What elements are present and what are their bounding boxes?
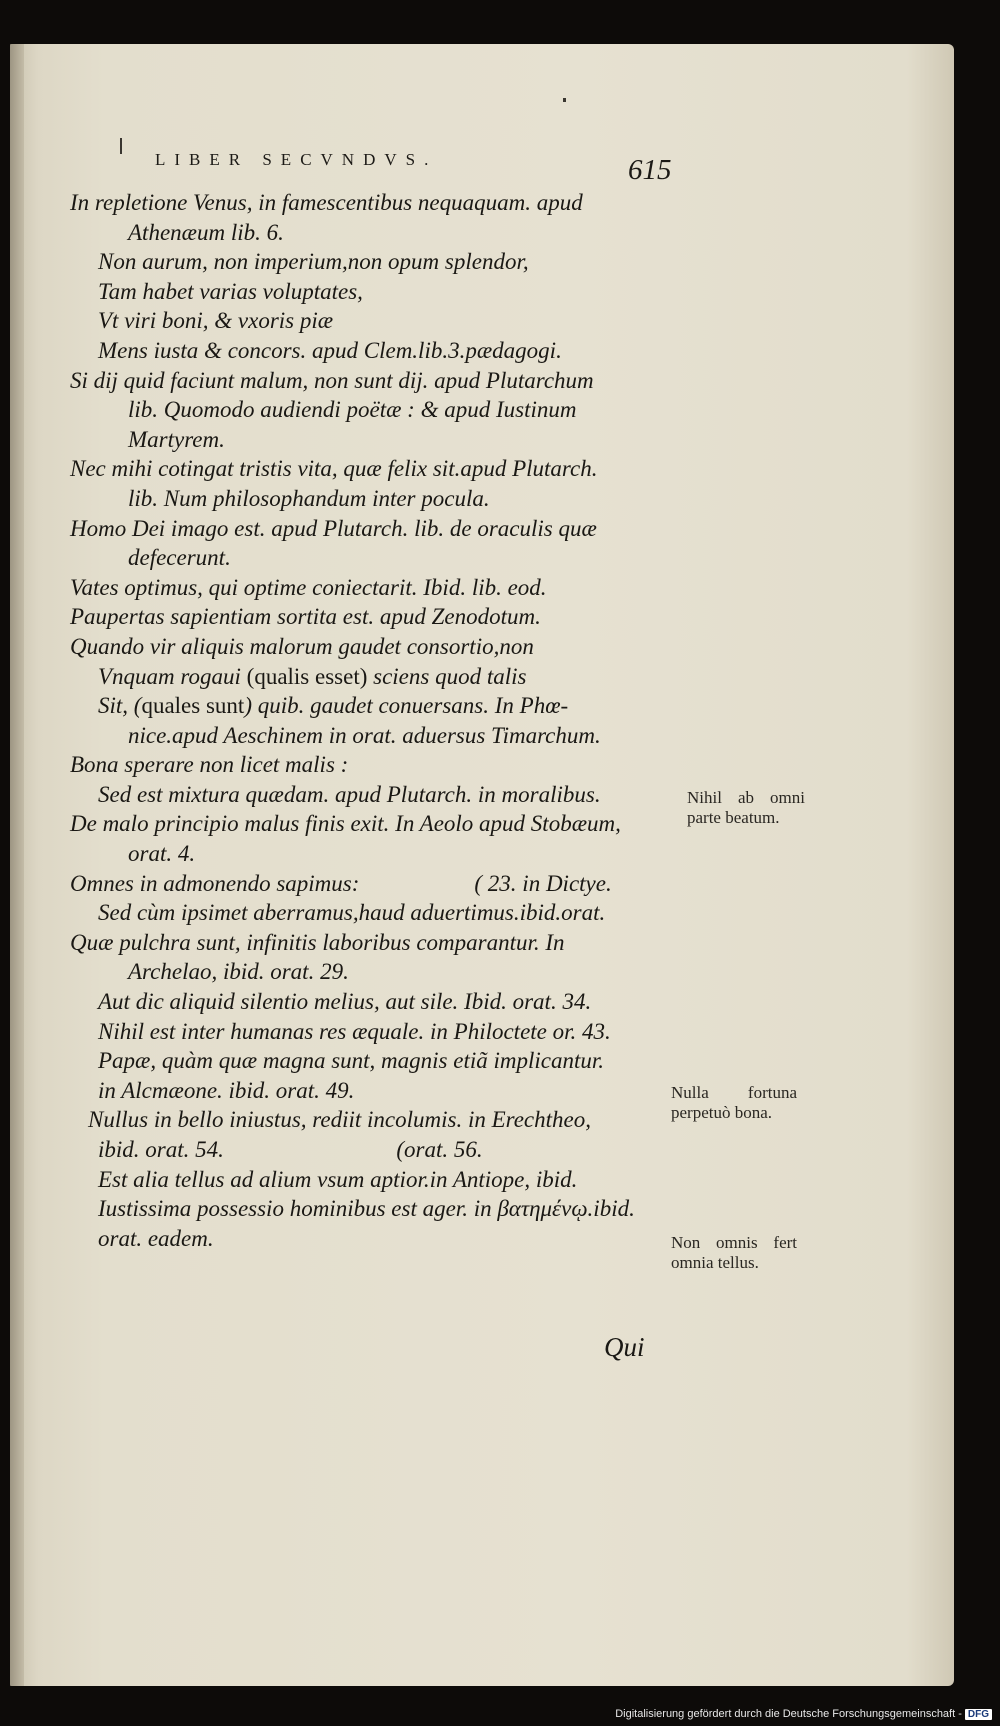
catchword: Qui: [604, 1332, 645, 1362]
roman-segment: quales sunt: [141, 693, 245, 719]
text-line: De malo principio malus finis exit. In Aeolo apud Stobæum,: [70, 811, 621, 837]
text-line: Est alia tellus ad alium vsum aptior.in Antiope, ibid.: [98, 1166, 578, 1192]
text-line: Bona sperare non licet malis :: [70, 752, 349, 778]
side-note-beatum: Nihil ab omni parte beatum.: [687, 788, 805, 827]
text-line: [70, 662, 670, 692]
digitization-credit: [615, 1708, 992, 1720]
text-line: Vates optimus, qui optime coniectarit. Ibid. lib. eod.: [70, 574, 547, 600]
text-line: Homo Dei imago est. apud Plutarch. lib. de oraculis quæ: [70, 515, 597, 541]
italic-segment: Vnquam rogaui: [98, 663, 247, 689]
text-line: In repletione Venus, in famescentibus nequaquam. apud: [70, 190, 583, 215]
italic-segment: ) quib. gaudet conuersans. In Phœ-: [244, 693, 569, 719]
text-line: [70, 691, 670, 721]
text-line: ibid. orat. 54. (orat. 56.: [98, 1137, 483, 1162]
side-note-tellus: Non omnis fert omnia tellus.: [671, 1233, 797, 1272]
text-line: nice.apud Aeschinem in orat. aduersus Timarchum.: [128, 722, 601, 748]
text-line: in Alcmæone. ibid. orat. 49.: [98, 1077, 355, 1103]
text-line: Nec mihi cotingat tristis vita, quæ felix sit.apud Plutarch.: [70, 456, 598, 482]
ink-mark: [563, 98, 566, 102]
text-line: Quæ pulchra sunt, infinitis laboribus comparantur. In: [70, 929, 565, 955]
text-line: Mens iusta & concors. apud Clem.lib.3.pædagogi.: [98, 337, 562, 363]
text-line: Si dij quid faciunt malum, non sunt dij. apud Plutarchum: [70, 367, 594, 393]
text-line: lib. Quomodo audiendi poëtæ : & apud Iustinum: [128, 397, 577, 423]
text-line: orat. eadem.: [98, 1225, 214, 1251]
running-head: LIBER SECVNDVS.: [155, 150, 438, 169]
page-gutter-shadow: [10, 44, 24, 1686]
text-line: Nullus in bello iniustus, rediit incolumis. in Erechtheo,: [88, 1107, 591, 1133]
text-line: Aut dic aliquid silentio melius, aut sile. Ibid. orat. 34.: [98, 989, 592, 1015]
text-line: Archelao, ibid. orat. 29.: [128, 959, 349, 985]
text-line: Non aurum, non imperium,non opum splendor,: [98, 249, 529, 275]
ink-mark: [120, 138, 122, 154]
side-note-fortuna: Nulla fortuna perpetuò bona.: [671, 1083, 797, 1122]
text-line: Omnes in admonendo sapimus: ( 23. in Dictye.: [70, 870, 612, 896]
text-line: defecerunt.: [128, 545, 231, 571]
italic-segment: sciens quod talis: [367, 663, 527, 689]
text-line: Paupertas sapientiam sortita est. apud Zenodotum.: [70, 604, 541, 630]
text-line: Sed est mixtura quædam. apud Plutarch. in moralibus.: [98, 781, 601, 807]
text-line: Quando vir aliquis malorum gaudet consortio,non: [70, 633, 534, 659]
text-line: orat. 4.: [128, 841, 196, 867]
text-line: Vt viri boni, & vxoris piæ: [98, 308, 334, 334]
text-line: lib. Num philosophandum inter pocula.: [128, 485, 490, 511]
text-line: Athenæum lib. 6.: [128, 219, 284, 245]
italic-segment: Sit, (: [98, 693, 142, 719]
text-line: Nihil est inter humanas res æquale. in Philoctete or. 43.: [98, 1018, 611, 1044]
credit-text: Digitalisierung gefördert durch die Deutsche Forschungsgemeinschaft -: [615, 1708, 962, 1720]
text-line: Iustissima possessio hominibus est ager. in βατημένῳ.ibid.: [98, 1196, 635, 1222]
roman-segment: (qualis esset): [246, 663, 368, 689]
text-line: Martyrem.: [128, 426, 225, 452]
dfg-logo: DFG: [965, 1709, 992, 1720]
page-number: 615: [628, 154, 672, 186]
body-text: [70, 188, 670, 1253]
text-line: Papæ, quàm quæ magna sunt, magnis etiã implicantur.: [98, 1048, 605, 1074]
text-line: Sed cùm ipsimet aberramus,haud aduertimus.ibid.orat.: [98, 900, 606, 926]
text-line: Tam habet varias voluptates,: [98, 278, 363, 304]
